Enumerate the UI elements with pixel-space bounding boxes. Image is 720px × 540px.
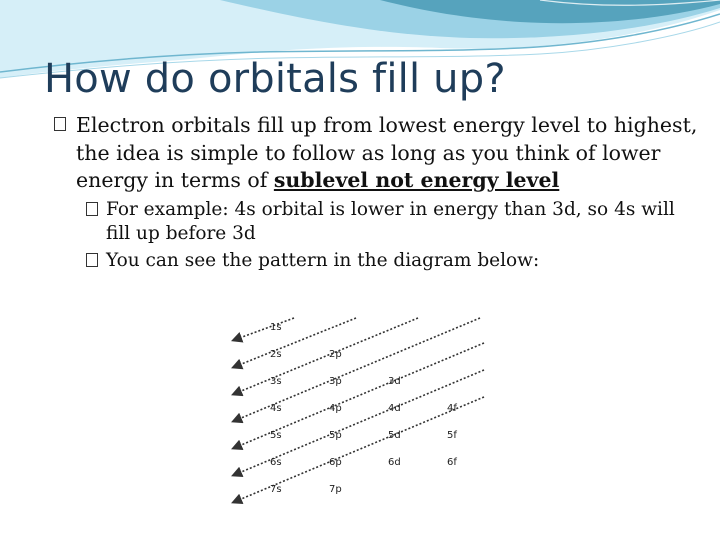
orbital-label: 6f [447, 457, 457, 468]
bullet-text: Electron orbitals fill up from lowest energy level to highest, the idea is simple to follow as long as you think of lower energy in terms of [76, 113, 698, 192]
orbital-label: 2p [329, 349, 342, 360]
orbital-label: 7p [329, 484, 342, 495]
sub-bullet-text: For example: 4s orbital is lower in energy than 3d, so 4s will fill up before 3d [106, 198, 675, 244]
slide-title: How do orbitals fill up? [44, 56, 506, 102]
orbital-label: 4s [270, 403, 282, 414]
filling-arrow [234, 318, 294, 340]
orbital-label: 6d [388, 457, 401, 468]
bullet-emphasis: sublevel not energy level [273, 168, 560, 192]
orbital-label: 5d [388, 430, 401, 441]
slide-body [54, 112, 704, 273]
orbital-label: 7s [270, 484, 282, 495]
orbital-label: 5f [447, 430, 457, 441]
orbital-label: 6s [270, 457, 282, 468]
sub-bullet-example [54, 198, 704, 246]
sub-bullet-text: You can see the pattern in the diagram below: [106, 249, 540, 271]
orbital-label: 1s [270, 322, 282, 333]
orbital-label: 4f [447, 403, 457, 414]
orbital-label: 4d [388, 403, 401, 414]
bullet-icon [86, 202, 98, 216]
bullet-icon [86, 253, 98, 267]
bullet-main [54, 112, 704, 195]
bullet-icon [54, 117, 66, 131]
orbital-label: 4p [329, 403, 342, 414]
orbital-label: 5p [329, 430, 342, 441]
orbital-label: 2s [270, 349, 282, 360]
orbital-label: 3d [388, 376, 401, 387]
orbital-label: 3p [329, 376, 342, 387]
orbital-label: 6p [329, 457, 342, 468]
sub-bullet-pattern [54, 249, 704, 273]
orbital-label: 3s [270, 376, 282, 387]
orbital-filling-diagram [228, 316, 488, 526]
orbital-label: 5s [270, 430, 282, 441]
